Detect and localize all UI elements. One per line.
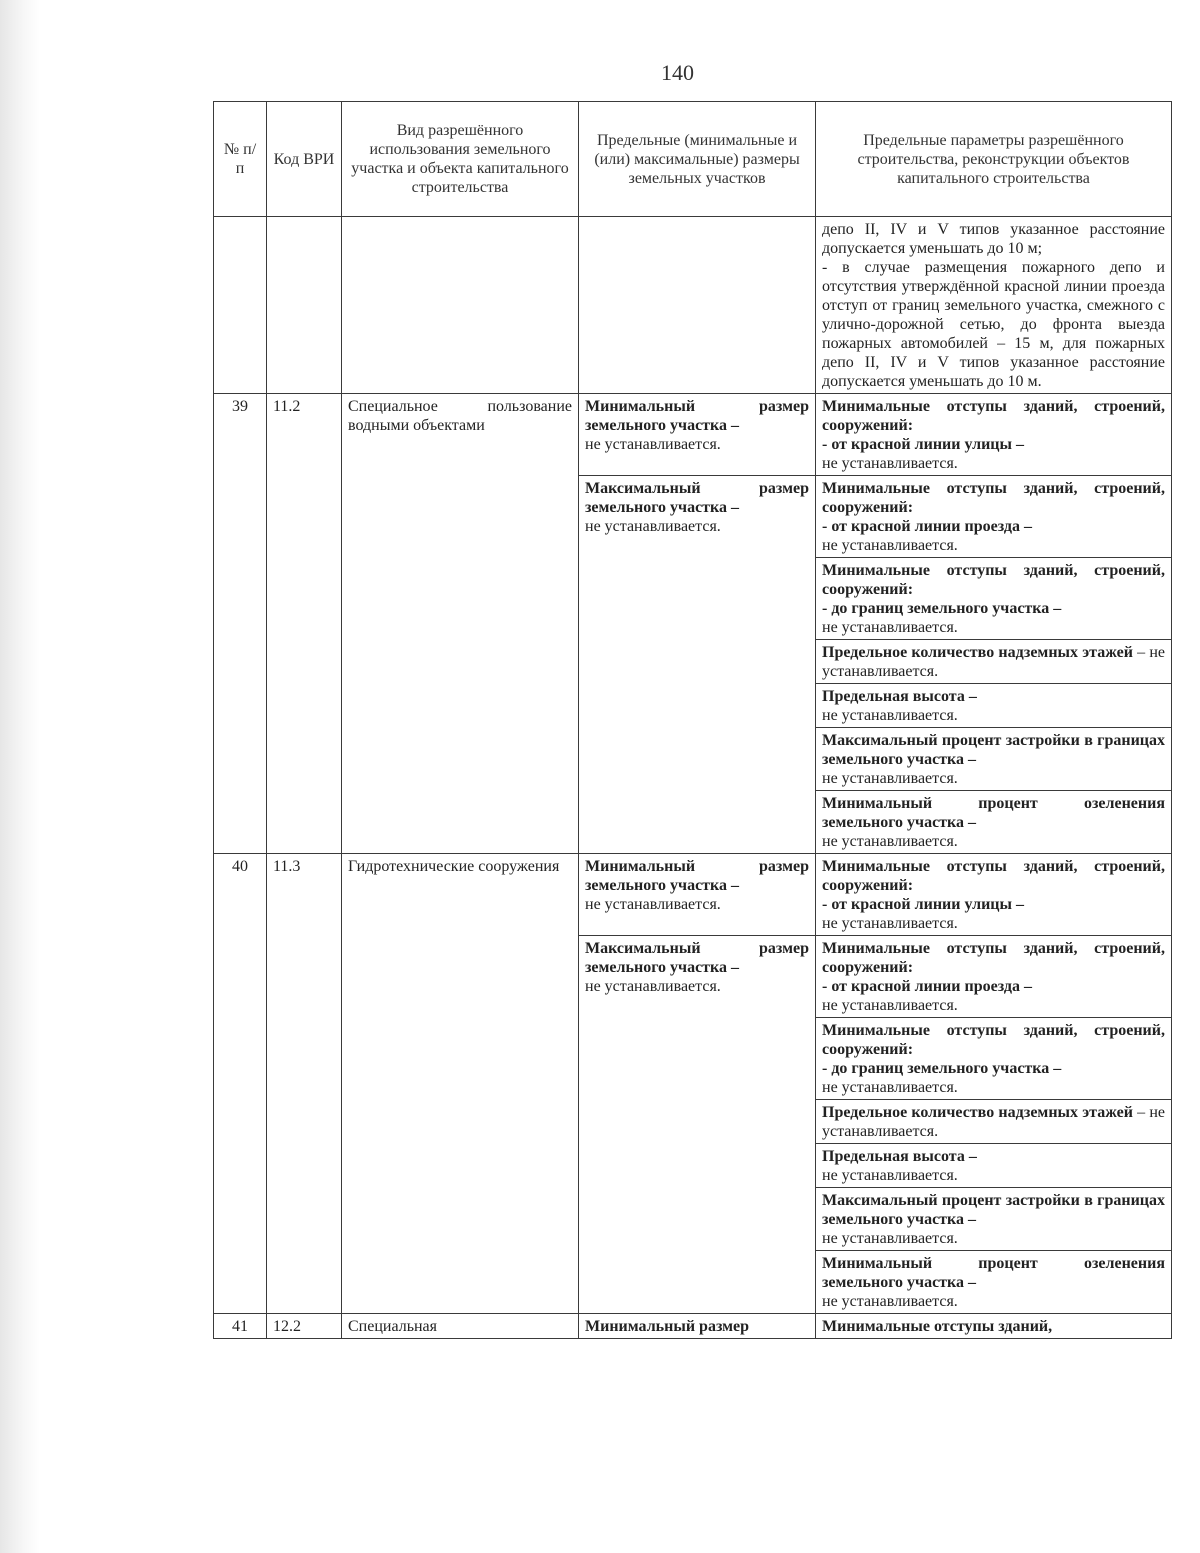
header-use-type: Вид разрешённого использования земельного участка и объекта капитального строительства [342,102,579,217]
row-use-name: Специальное пользование водными объектами [342,394,579,854]
max-size-value: не устанавливается. [585,518,721,535]
param-value: не устанавливается. [822,619,958,636]
param-label: Минимальные отступы зданий, строений, сооружений: [822,858,1165,894]
param-cell [816,1251,1172,1314]
param-value: не устанавливается. [822,1293,958,1310]
param-sublabel: - от красной линии улицы – [822,896,1024,913]
param-cell [816,936,1172,1018]
min-size-label: Минимальный размер земельного участка – [585,398,809,434]
param-label: Предельное количество надземных этажей [822,644,1133,661]
min-size-cell [579,394,816,476]
param-value: не устанавливается. [822,770,958,787]
param-label: Минимальный процент озеленения земельного участка – [822,1255,1165,1291]
row-use-name: Гидротехнические сооружения [342,854,579,1314]
param-cell [816,640,1172,684]
min-size-value: не устанавливается. [585,896,721,913]
param-value: – не устанавливается. [822,1104,1165,1140]
param-cell [816,1018,1172,1100]
param-label: Предельное количество надземных этажей [822,1104,1133,1121]
param-value: не устанавливается. [822,915,958,932]
param-value: не устанавливается. [822,537,958,554]
param-label: Минимальный процент озеленения земельного участка – [822,795,1165,831]
param-value: не устанавливается. [822,1230,958,1247]
header-build-params: Предельные параметры разрешённого строительства, реконструкции объектов капитального строительства [816,102,1172,217]
min-size-label: Минимальный размер земельного участка – [585,858,809,894]
max-size-cell [579,476,816,854]
param-cell [816,684,1172,728]
param-value: не устанавливается. [822,1079,958,1096]
max-size-cell [579,936,816,1314]
param-value: не устанавливается. [822,1167,958,1184]
param-sublabel: - от красной линии улицы – [822,436,1024,453]
header-plot-size: Предельные (минимальные и (или) максимальные) размеры земельных участков [579,102,816,217]
row-code: 12.2 [267,1314,342,1339]
param-cell [816,1100,1172,1144]
row-number: 39 [214,394,267,854]
continuation-line-2: - в случае размещения пожарного депо и отсутствия утверждённой красной линии проезда отступ от границ земельного участка, смежного с улично-дорожной сетью, до фронта выезда пожарных автомобилей – 15 м, для пожарных депо II, IV и V типов указанное расстояние допускается уменьшать до 10 м. [822,259,1165,390]
param-cell [816,854,1172,936]
param-label: Минимальные отступы зданий, строений, сооружений: [822,940,1165,976]
param-label: Минимальные отступы зданий, строений, сооружений: [822,398,1165,434]
table-row [214,1314,1172,1339]
param-cell [816,476,1172,558]
table-header-row [214,102,1172,217]
param-value: не устанавливается. [822,707,958,724]
param-cell [816,1144,1172,1188]
min-size-cell [579,1314,816,1339]
param-cell [816,728,1172,791]
param-cell [816,394,1172,476]
param-cell [816,1188,1172,1251]
scan-edge-shadow [0,0,40,1553]
table-row [214,394,1172,476]
regulations-table [213,101,1172,1339]
row-number: 40 [214,854,267,1314]
param-value: не устанавливается. [822,997,958,1014]
param-sublabel: - от красной линии проезда – [822,518,1032,535]
param-label: Минимальные отступы зданий, строений, сооружений: [822,480,1165,516]
param-label: Предельная высота – [822,1148,977,1165]
param-cell [816,1314,1172,1339]
param-sublabel: - от красной линии проезда – [822,978,1032,995]
min-size-label: Минимальный размер [585,1318,750,1335]
row-code: 11.2 [267,394,342,854]
header-number: № п/п [214,102,267,217]
param-label: Минимальные отступы зданий, строений, сооружений: [822,562,1165,598]
param-cell [816,791,1172,854]
param-label: Максимальный процент застройки в границах земельного участка – [822,1192,1165,1228]
param-value: не устанавливается. [822,833,958,850]
param-label: Минимальные отступы зданий, [822,1318,1053,1335]
param-label: Максимальный процент застройки в границах земельного участка – [822,732,1165,768]
max-size-label: Максимальный размер земельного участка – [585,940,809,976]
param-label: Предельная высота – [822,688,977,705]
param-value: – не устанавливается. [822,644,1165,680]
min-size-cell [579,854,816,936]
row-number: 41 [214,1314,267,1339]
param-label: Минимальные отступы зданий, строений, сооружений: [822,1022,1165,1058]
continuation-cell [816,217,1172,394]
param-value: не устанавливается. [822,455,958,472]
row-code: 11.3 [267,854,342,1314]
table-row [214,854,1172,936]
page-number: 140 [661,60,694,85]
table-row-continuation [214,217,1172,394]
param-cell [816,558,1172,640]
max-size-value: не устанавливается. [585,978,721,995]
min-size-value: не устанавливается. [585,436,721,453]
row-use-name: Специальная [342,1314,579,1339]
param-sublabel: - до границ земельного участка – [822,1060,1062,1077]
max-size-label: Максимальный размер земельного участка – [585,480,809,516]
header-code: Код ВРИ [267,102,342,217]
continuation-line-1: депо II, IV и V типов указанное расстояние допускается уменьшать до 10 м; [822,221,1165,257]
param-sublabel: - до границ земельного участка – [822,600,1062,617]
